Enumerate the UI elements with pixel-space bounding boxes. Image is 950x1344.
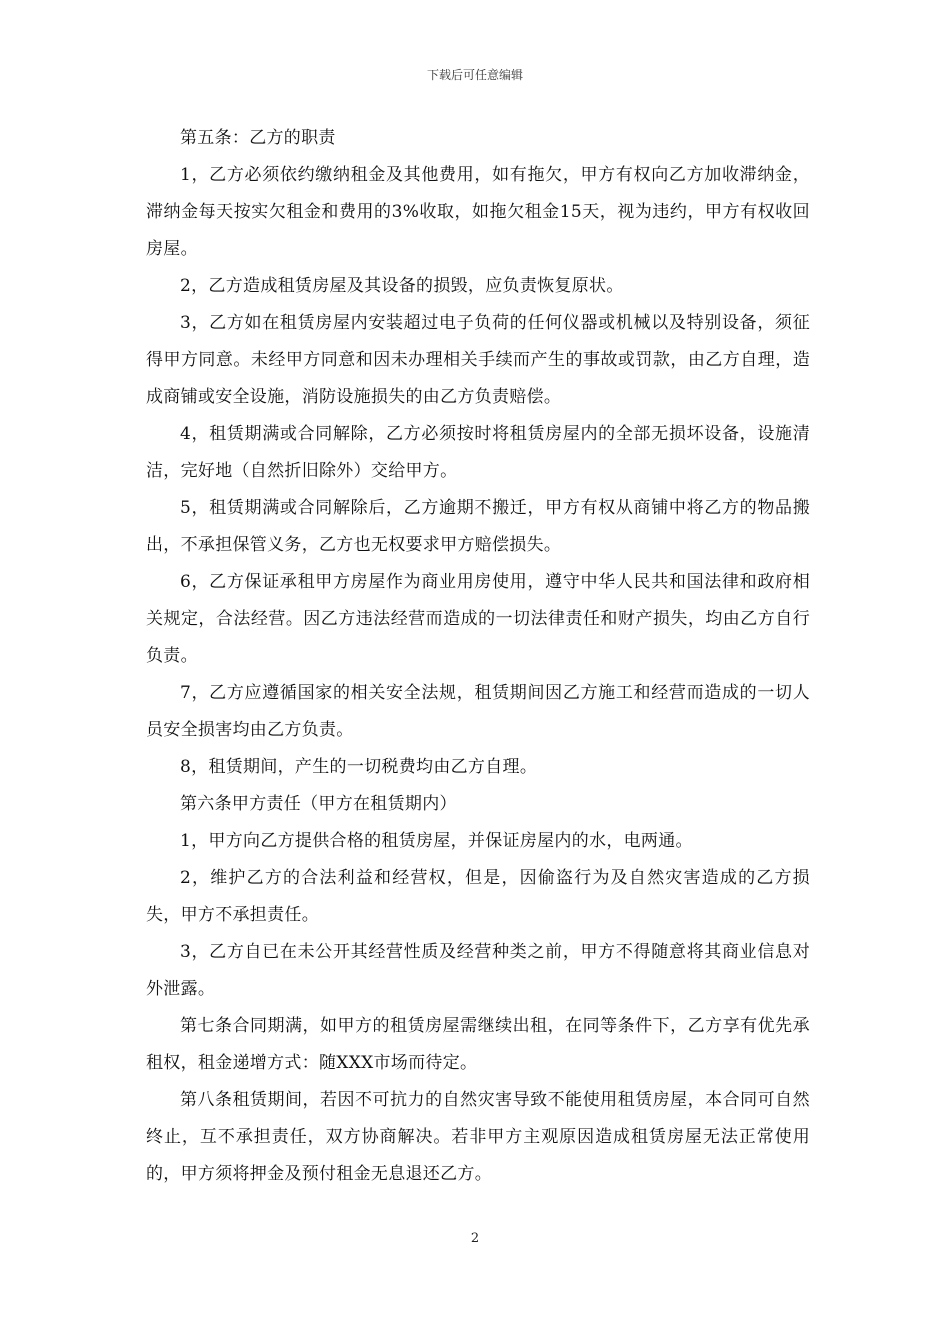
document-body [146, 120, 810, 1193]
section-heading-6: 第六条甲方责任（甲方在租赁期内） [180, 794, 457, 814]
clause-6-1: 1，甲方向乙方提供合格的租赁房屋，并保证房屋内的水，电两通。 [180, 831, 693, 851]
clause-6-3: 3，乙方自已在未公开其经营性质及经营种类之前，甲方不得随意将其商业信息对外泄露。 [146, 942, 810, 999]
header-note: 下载后可任意编辑 [426, 68, 523, 82]
clause-5-6: 6，乙方保证承租甲方房屋作为商业用房使用，遵守中华人民共和国法律和政府相关规定，合法经营。因乙方违法经营而造成的一切法律责任和财产损失，均由乙方自行负责。 [146, 572, 810, 666]
section-7: 第七条合同期满，如甲方的租赁房屋需继续出租，在同等条件下，乙方享有优先承租权，租金递增方式：随XXX市场而待定。 [146, 1016, 810, 1073]
clause-5-2: 2，乙方造成租赁房屋及其设备的损毁，应负责恢复原状。 [180, 276, 624, 296]
clause-5-1: 1，乙方必须依约缴纳租金及其他费用，如有拖欠，甲方有权向乙方加收滞纳金，滞纳金每天按实欠租金和费用的3%收取，如拖欠租金15天，视为违约，甲方有权收回房屋。 [146, 165, 810, 259]
clause-5-8: 8，租赁期间，产生的一切税费均由乙方自理。 [180, 757, 538, 777]
clause-5-7: 7，乙方应遵循国家的相关安全法规，租赁期间因乙方施工和经营而造成的一切人员安全损害均由乙方负责。 [146, 683, 810, 740]
clause-5-4: 4，租赁期满或合同解除，乙方必须按时将租赁房屋内的全部无损坏设备，设施清洁，完好地（自然折旧除外）交给甲方。 [146, 424, 810, 481]
page-number: 2 [470, 1231, 480, 1246]
section-8: 第八条租赁期间，若因不可抗力的自然灾害导致不能使用租赁房屋，本合同可自然终止，互不承担责任，双方协商解决。若非甲方主观原因造成租赁房屋无法正常使用的，甲方须将押金及预付租金无息退还乙方。 [146, 1090, 810, 1184]
clause-5-5: 5，租赁期满或合同解除后，乙方逾期不搬迁，甲方有权从商铺中将乙方的物品搬出，不承担保管义务，乙方也无权要求甲方赔偿损失。 [146, 498, 810, 555]
section-heading-5: 第五条：乙方的职责 [180, 128, 336, 148]
clause-5-3: 3，乙方如在租赁房屋内安装超过电子负荷的任何仪器或机械以及特别设备，须征得甲方同意。未经甲方同意和因未办理相关手续而产生的事故或罚款，由乙方自理，造成商铺或安全设施，消防设施损失的由乙方负责赔偿。 [146, 313, 810, 407]
clause-6-2: 2，维护乙方的合法利益和经营权，但是，因偷盗行为及自然灾害造成的乙方损失，甲方不承担责任。 [146, 868, 810, 925]
